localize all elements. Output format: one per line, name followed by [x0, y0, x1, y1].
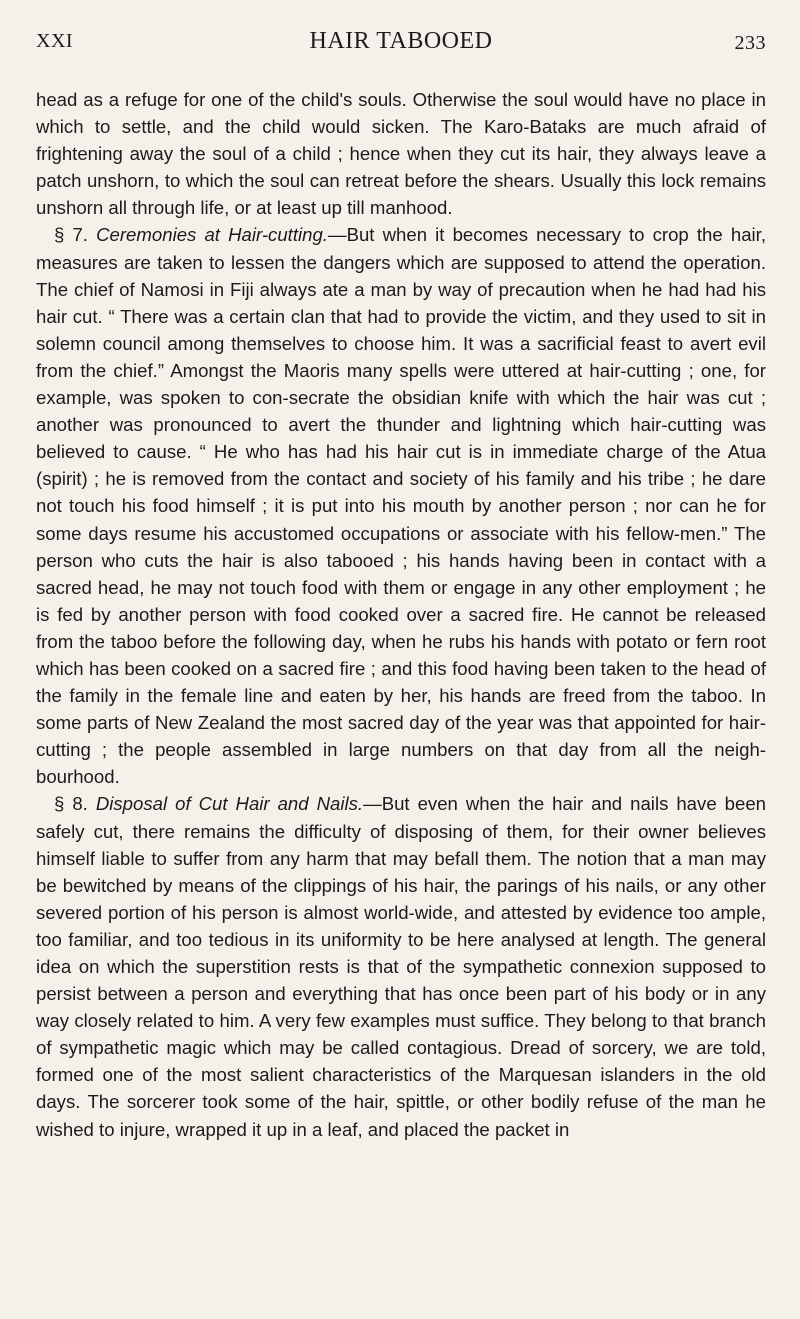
paragraph-1-text: head as a refuge for one of the child's souls. Otherwise the soul would have no place in which to settle, and the child would sicken. The Karo-Bataks are much afraid of frightening away the soul of a child ; hence when they cut its hair, they always leave a patch unshorn, to which the soul can retreat before the shears. Usually this lock remains unshorn all through life, or at least up till manhood. [36, 89, 766, 219]
section-7-heading: Ceremonies at Hair-cutting. [96, 224, 328, 246]
section-8-number: § 8. [54, 793, 88, 815]
running-title: HAIR TABOOED [309, 28, 493, 54]
paragraph-3 [36, 790, 766, 1142]
paragraph-1 [36, 86, 766, 221]
paragraph-2-text: —But when it becomes necessary to crop the hair, measures are taken to lessen the dangers which are supposed to attend the operation. The chief of Namosi in Fiji always ate a man by way of precaution when he had had his hair cut. “ There was a certain clan that had to provide the victim, and they used to sit in solemn council among themselves to choose him. It was a sacrificial feast to avert evil from the chief.” Amongst the Maoris many spells were uttered at hair-cutting ; one, for example, was spoken to con-secrate the obsidian knife with which the hair was cut ; another was pronounced to avert the thunder and lightning which hair-cutting was believed to cause. “ He who has had his hair cut is in immediate charge of the Atua (spirit) ; he is removed from the contact and society of his family and his tribe ; he dare not touch his food himself ; it is put into his mouth by another person ; nor can he for some days resume his accustomed occupations or associate with his fellow-men.” The person who cuts the hair is also tabooed ; his hands having been in contact with a sacred head, he may not touch food with them or engage in any other employment ; he is fed by another person with food cooked over a sacred fire. He cannot be released from the taboo before the following day, when he rubs his hands with potato or fern root which has been cooked on a sacred fire ; and this food having been taken to the head of the family in the female line and eaten by her, his hands are freed from the taboo. In some parts of New Zealand the most sacred day of the year was that appointed for hair-cutting ; the people assembled in large numbers on that day from all the neigh-bourhood. [36, 224, 766, 788]
section-7-number: § 7. [54, 224, 88, 246]
paragraph-2 [36, 221, 766, 790]
page-number: 233 [734, 32, 766, 54]
section-8-heading: Disposal of Cut Hair and Nails. [95, 793, 364, 815]
chapter-number: XXI [36, 30, 74, 52]
running-head [36, 28, 766, 68]
paragraph-3-text: —But even when the hair and nails have been safely cut, there remains the difficulty of disposing of them, for their owner believes himself liable to suffer from any harm that may befall them. The notion that a man may be bewitched by means of the clippings of his hair, the parings of his nails, or any other severed portion of his person is almost world-wide, and attested by evidence too ample, too familiar, and too tedious in its uniformity to be here analysed at length. The general idea on which the superstition rests is that of the sympathetic connexion supposed to persist between a person and everything that has once been part of his body or in any way closely related to him. A very few examples must suffice. They belong to that branch of sympathetic magic which may be called contagious. Dread of sorcery, we are told, formed one of the most salient characteristics of the Marquesan islanders in the old days. The sorcerer took some of the hair, spittle, or other bodily refuse of the man he wished to injure, wrapped it up in a leaf, and placed the packet in [36, 793, 767, 1140]
book-page [36, 28, 766, 1143]
body-text [36, 86, 766, 1143]
